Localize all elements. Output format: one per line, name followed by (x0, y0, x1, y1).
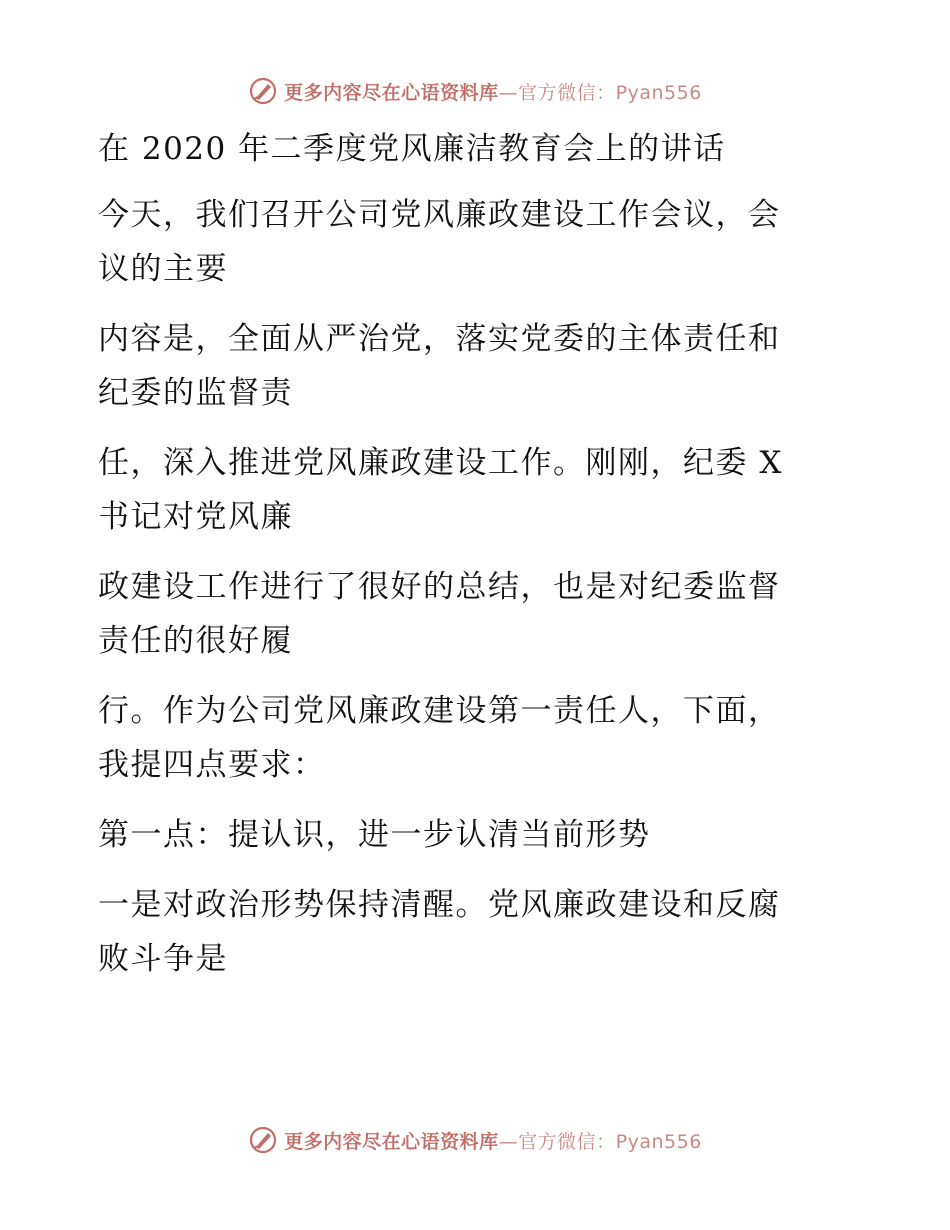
watermark-brand: 更多内容尽在心语资料库 (284, 81, 499, 104)
quill-logo-icon (248, 1125, 278, 1155)
header-watermark (0, 71, 950, 111)
paragraph-line: 败斗争是 (98, 941, 228, 977)
watermark-brand: 更多内容尽在心语资料库 (284, 1130, 499, 1153)
paragraph-line: 纪委的监督责 (98, 375, 293, 411)
paragraph-line: 一是对政治形势保持清醒。党风廉政建设和反腐 (98, 887, 781, 923)
watermark-text (284, 1127, 702, 1154)
paragraph-line: 第一点：提认识，进一步认清当前形势 (98, 817, 651, 853)
paragraph-line: 议的主要 (98, 251, 228, 287)
paragraph-line: 政建设工作进行了很好的总结，也是对纪委监督 (98, 569, 781, 605)
paragraph-line: 书记对党风廉 (98, 499, 293, 535)
document-body (98, 122, 838, 986)
paragraph-line: 今天，我们召开公司党风廉政建设工作会议，会 (98, 197, 781, 233)
document-title: 在 2020 年二季度党风廉洁教育会上的讲话 (98, 131, 726, 167)
paragraph-5 (98, 684, 838, 792)
footer-watermark (0, 1120, 950, 1160)
paragraph-3 (98, 436, 838, 544)
watermark-suffix: —官方微信：Pyan556 (498, 81, 702, 104)
watermark-text (284, 78, 702, 105)
paragraph-line: 责任的很好履 (98, 623, 293, 659)
paragraph-6 (98, 878, 838, 986)
quill-logo-icon (248, 76, 278, 106)
paragraph-line: 内容是，全面从严治党，落实党委的主体责任和 (98, 321, 781, 357)
paragraph-1 (98, 188, 838, 296)
paragraph-4 (98, 560, 838, 668)
watermark-suffix: —官方微信：Pyan556 (498, 1130, 702, 1153)
paragraph-line: 行。作为公司党风廉政建设第一责任人，下面， (98, 693, 781, 729)
paragraph-line: 任，深入推进党风廉政建设工作。刚刚，纪委 X (98, 445, 783, 481)
section-heading-1 (98, 808, 838, 862)
paragraph-2 (98, 312, 838, 420)
paragraph-line: 我提四点要求： (98, 747, 326, 783)
